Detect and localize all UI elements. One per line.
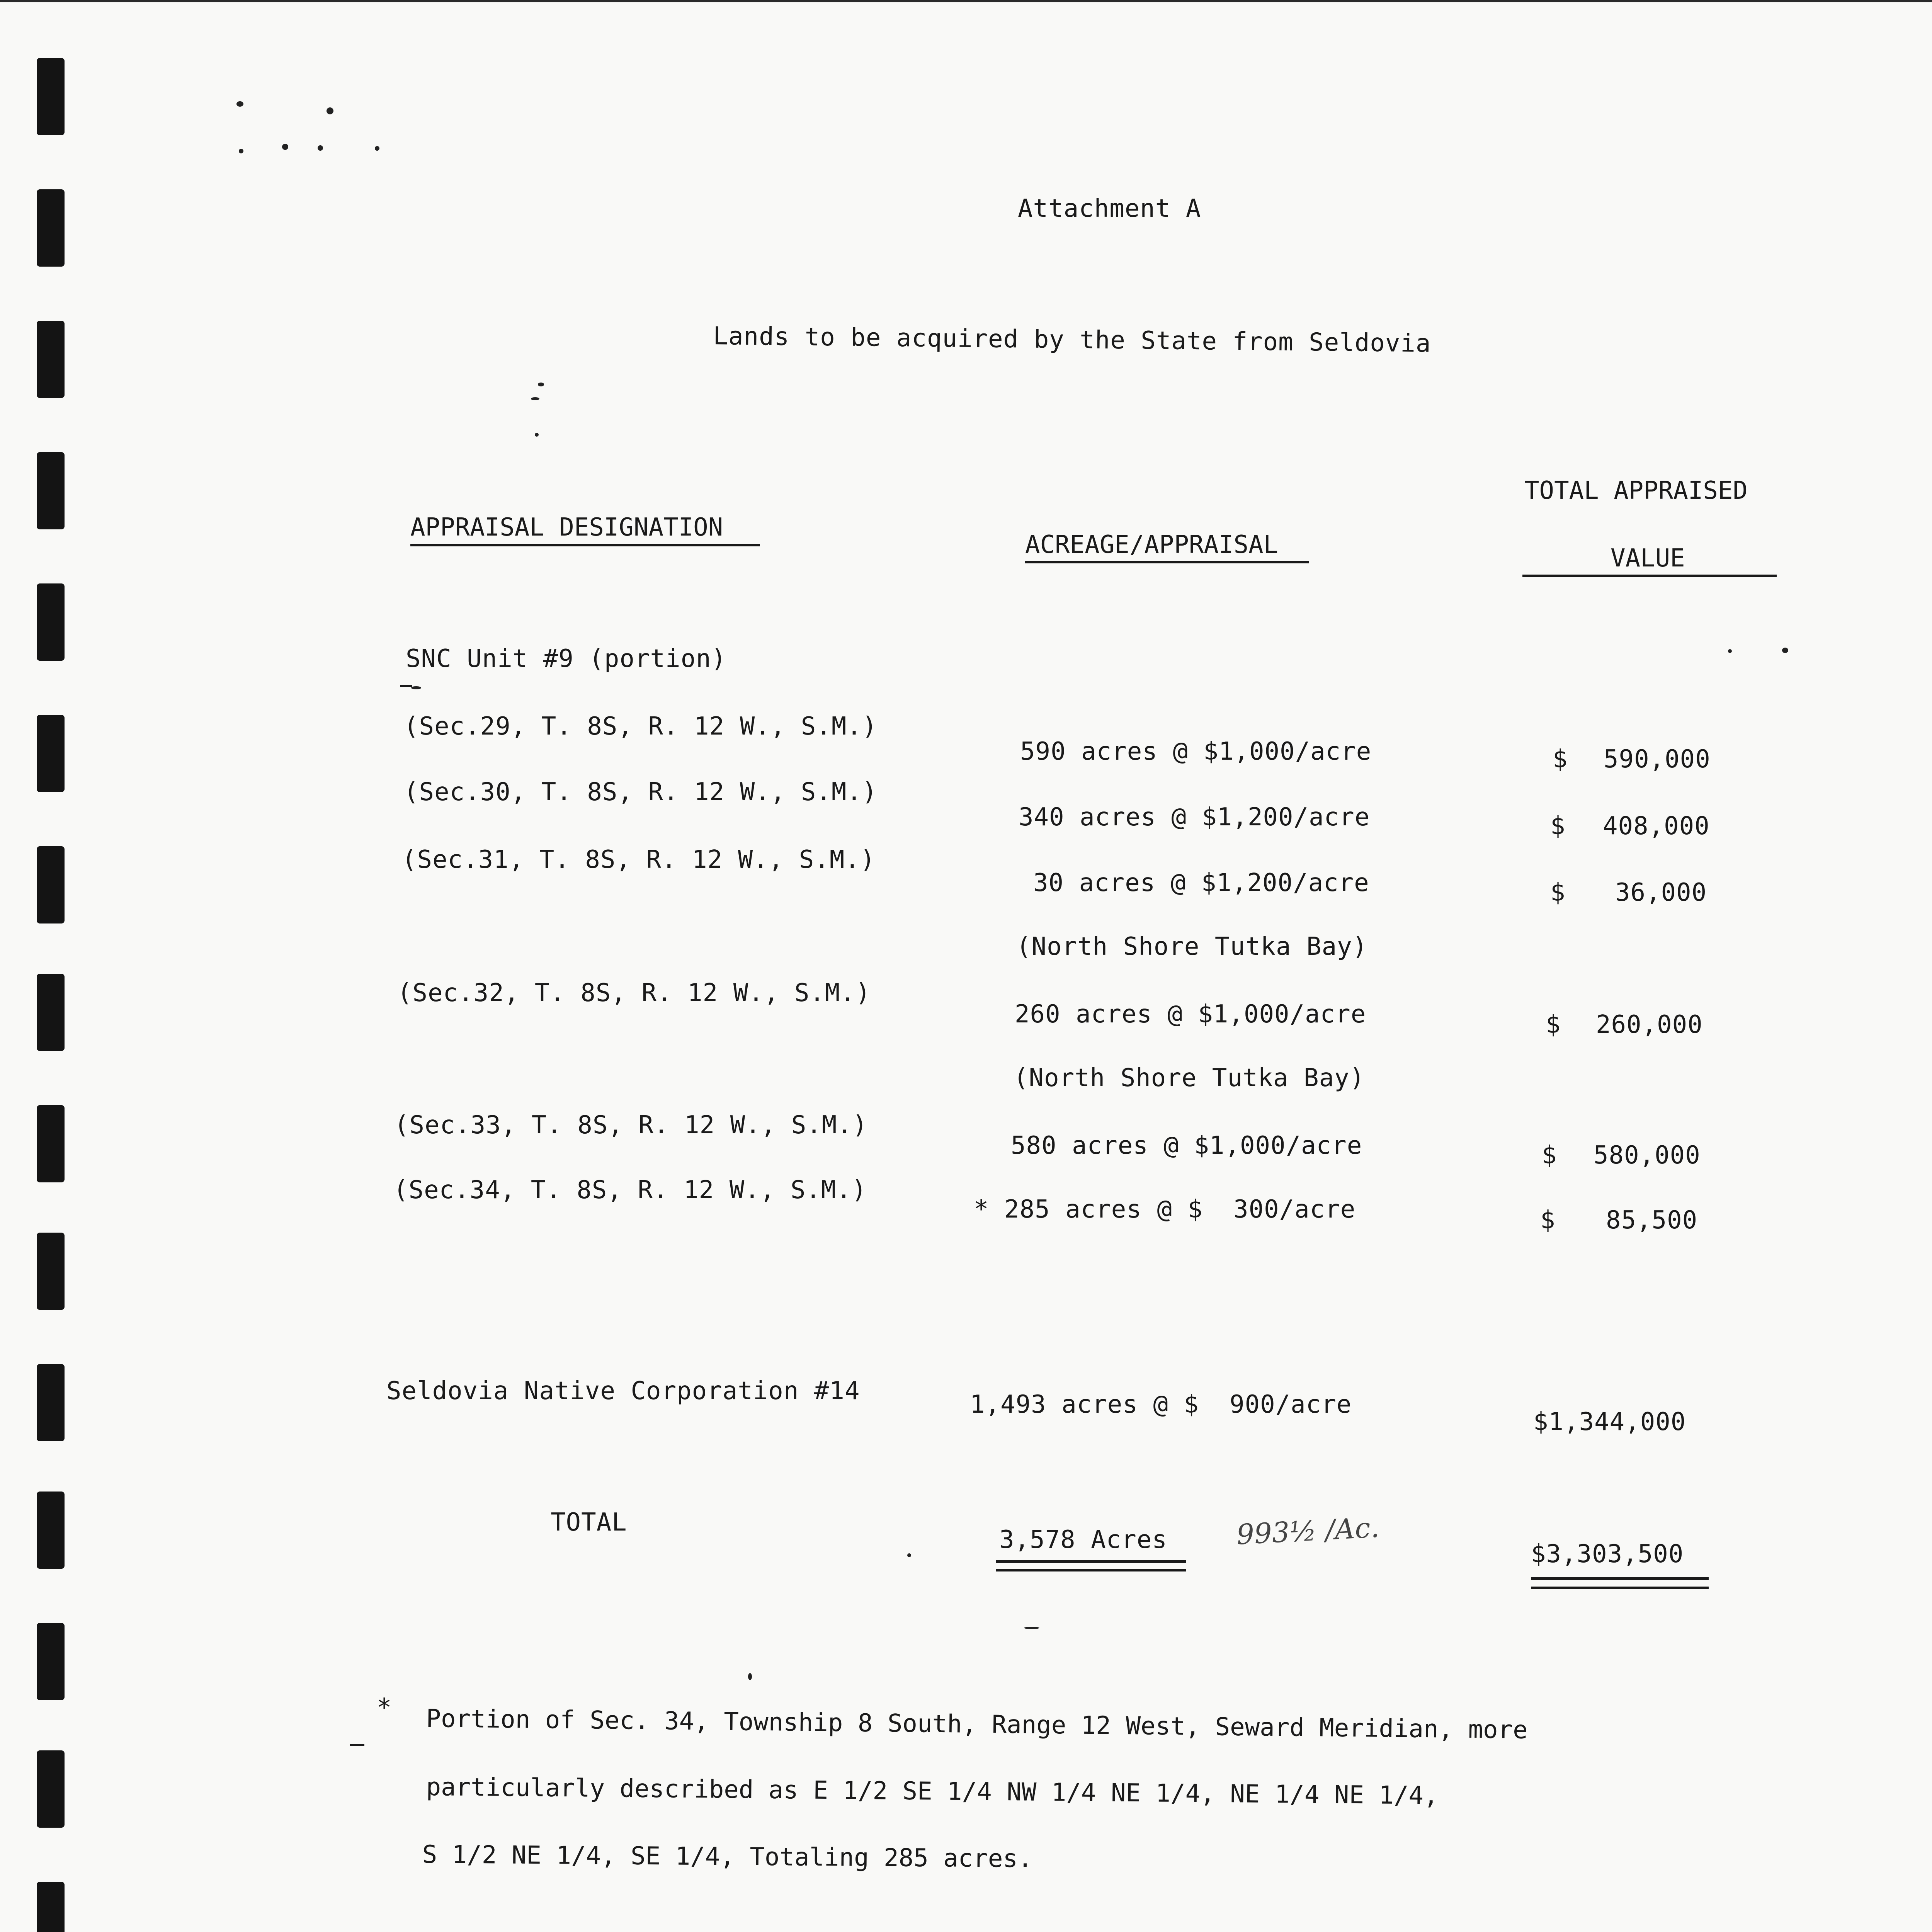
header-underline bbox=[1025, 561, 1309, 563]
handwritten-average: 993½ /Ac. bbox=[1236, 1511, 1380, 1551]
footnote-dash bbox=[350, 1744, 364, 1746]
corporation-designation: Seldovia Native Corporation #14 bbox=[386, 1377, 860, 1405]
row-location-note: (North Shore Tutka Bay) bbox=[1016, 932, 1368, 961]
scan-speck bbox=[907, 1553, 911, 1557]
scan-speck bbox=[1728, 649, 1732, 653]
binder-hole bbox=[37, 1623, 65, 1700]
binder-hole bbox=[37, 1233, 65, 1310]
document-subtitle: Lands to be acquired by the State from Seldovia bbox=[713, 321, 1431, 358]
binder-hole bbox=[37, 321, 65, 398]
row-dollar-sign: $ bbox=[1540, 1206, 1556, 1235]
scan-speck bbox=[535, 433, 539, 437]
footnote-line: Portion of Sec. 34, Township 8 South, Range 12 West, Seward Meridian, more bbox=[426, 1704, 1528, 1745]
row-dollar-sign: $ bbox=[1553, 745, 1568, 774]
scan-speck bbox=[375, 146, 379, 151]
scan-speck bbox=[318, 145, 323, 151]
row-dollar-sign: $ bbox=[1550, 812, 1566, 840]
row-acreage: 260 acres @ $1,000/acre bbox=[1015, 1000, 1366, 1029]
scan-speck bbox=[1024, 1627, 1039, 1629]
row-designation: (Sec.30, T. 8S, R. 12 W., S.M.) bbox=[404, 778, 878, 806]
binder-hole bbox=[37, 1882, 65, 1932]
column-header-acreage: ACREAGE/APPRAISAL bbox=[1025, 531, 1279, 559]
row-acreage: 590 acres @ $1,000/acre bbox=[1020, 737, 1372, 766]
row-value: 260,000 bbox=[1596, 1010, 1703, 1039]
scan-speck bbox=[239, 149, 243, 153]
corporation-value: $1,344,000 bbox=[1533, 1408, 1686, 1436]
row-designation: (Sec.29, T. 8S, R. 12 W., S.M.) bbox=[404, 712, 878, 741]
scan-speck bbox=[1782, 648, 1788, 653]
row-designation: (Sec.34, T. 8S, R. 12 W., S.M.) bbox=[393, 1176, 867, 1204]
total-value-underline bbox=[1531, 1587, 1709, 1589]
corporation-acreage: 1,493 acres @ $ 900/acre bbox=[970, 1390, 1352, 1419]
binder-hole bbox=[37, 715, 65, 792]
binder-hole bbox=[37, 1105, 65, 1182]
total-acres: 3,578 Acres bbox=[999, 1526, 1167, 1554]
group-title-mark bbox=[400, 685, 412, 687]
row-dollar-sign: $ bbox=[1542, 1141, 1557, 1170]
group-title: SNC Unit #9 (portion) bbox=[406, 645, 727, 673]
binder-hole bbox=[37, 1364, 65, 1441]
scan-speck bbox=[531, 397, 539, 400]
column-header-designation: APPRAISAL DESIGNATION bbox=[410, 513, 723, 542]
binder-hole bbox=[37, 452, 65, 529]
row-dollar-sign: $ bbox=[1550, 878, 1566, 907]
row-designation: (Sec.31, T. 8S, R. 12 W., S.M.) bbox=[402, 845, 876, 874]
row-acreage: * 285 acres @ $ 300/acre bbox=[974, 1195, 1356, 1224]
scan-speck bbox=[282, 144, 288, 150]
row-designation: (Sec.32, T. 8S, R. 12 W., S.M.) bbox=[397, 979, 871, 1007]
binder-hole bbox=[37, 189, 65, 267]
scan-speck bbox=[411, 686, 421, 689]
column-header-total-line1: TOTAL APPRAISED bbox=[1524, 476, 1748, 505]
row-value: 408,000 bbox=[1603, 812, 1710, 840]
row-acreage: 580 acres @ $1,000/acre bbox=[1011, 1131, 1362, 1160]
row-dollar-sign: $ bbox=[1546, 1010, 1561, 1039]
binder-hole bbox=[37, 58, 65, 135]
scan-speck bbox=[327, 107, 333, 114]
row-acreage: 30 acres @ $1,200/acre bbox=[1033, 869, 1369, 897]
binder-hole bbox=[37, 583, 65, 661]
total-acres-underline bbox=[996, 1569, 1186, 1571]
row-value: 36,000 bbox=[1615, 878, 1707, 907]
footnote-line: S 1/2 NE 1/4, SE 1/4, Totaling 285 acres. bbox=[422, 1840, 1033, 1874]
total-value: $3,303,500 bbox=[1531, 1540, 1684, 1568]
row-value: 85,500 bbox=[1606, 1206, 1698, 1235]
binder-hole bbox=[37, 1750, 65, 1828]
header-underline bbox=[410, 544, 760, 546]
row-value: 590,000 bbox=[1604, 745, 1711, 774]
row-location-note: (North Shore Tutka Bay) bbox=[1014, 1064, 1365, 1092]
footnote-marker: * bbox=[377, 1694, 392, 1722]
row-designation: (Sec.33, T. 8S, R. 12 W., S.M.) bbox=[394, 1111, 868, 1139]
scan-speck bbox=[748, 1673, 752, 1680]
binder-hole bbox=[37, 846, 65, 923]
header-underline bbox=[1522, 575, 1777, 577]
total-label: TOTAL bbox=[551, 1508, 627, 1537]
attachment-label: Attachment A bbox=[1018, 194, 1201, 223]
footnote-line: particularly described as E 1/2 SE 1/4 NW 1/4 NE 1/4, NE 1/4 NE 1/4, bbox=[426, 1773, 1439, 1810]
total-acres-underline bbox=[996, 1560, 1186, 1563]
binder-hole bbox=[37, 1492, 65, 1569]
row-value: 580,000 bbox=[1594, 1141, 1701, 1170]
total-value-underline bbox=[1531, 1577, 1709, 1580]
column-header-total-line2: VALUE bbox=[1611, 544, 1685, 573]
page-top-edge bbox=[0, 0, 1932, 2]
scan-speck bbox=[538, 383, 544, 386]
binder-hole bbox=[37, 974, 65, 1051]
row-acreage: 340 acres @ $1,200/acre bbox=[1019, 803, 1370, 832]
scan-speck bbox=[236, 101, 243, 107]
